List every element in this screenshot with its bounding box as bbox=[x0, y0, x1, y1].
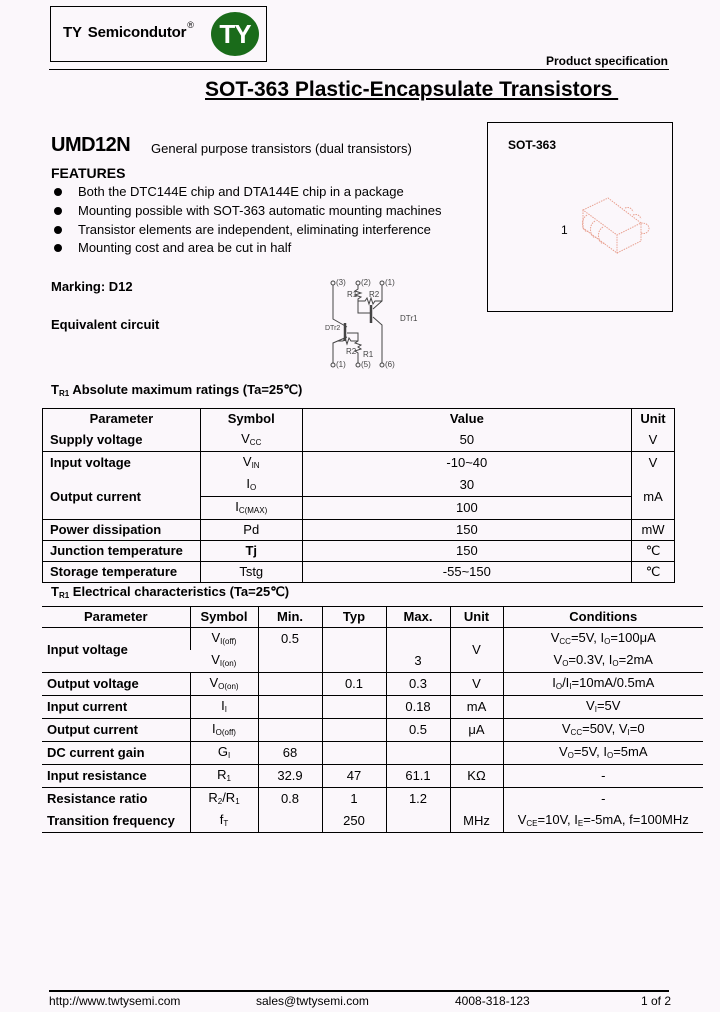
table-header-row: Parameter Symbol Value Unit bbox=[43, 409, 675, 430]
condition-cell: - bbox=[503, 788, 703, 811]
equivalent-circuit-diagram bbox=[325, 275, 435, 370]
package-title: SOT-363 bbox=[508, 138, 557, 152]
features-heading: FEATURES bbox=[51, 165, 126, 181]
condition-cell: $V_O=0.3V$, $I_O=2mA$ bbox=[503, 650, 703, 673]
package-figure bbox=[487, 122, 673, 312]
page-title: SOT-363 Plastic-Encapsulate Transistors bbox=[205, 78, 619, 101]
circuit-resistor-label: R1 bbox=[363, 350, 374, 359]
feature-item: Mounting cost and area be cut in half bbox=[51, 240, 291, 255]
table-row: DC current gain $G_I$ 68 $V_O=5V$, $I_O=5mA$ bbox=[42, 742, 703, 765]
condition-cell: $I_O/I_I=10mA/0.5mA$ bbox=[503, 673, 703, 696]
table-row: Junction temperature Tj 150 ℃ bbox=[43, 541, 675, 562]
feature-item: Both the DTC144E chip and DTA144E chip in a package bbox=[51, 184, 404, 199]
part-description: General purpose transistors (dual transistors) bbox=[151, 141, 412, 156]
table-row: $V_{I(on)}$ 3 $V_O=0.3V$, $I_O=2mA$ bbox=[42, 650, 703, 673]
logo-wordmark: TY Semicondutor® bbox=[63, 20, 194, 41]
part-number: UMD12N bbox=[51, 134, 131, 156]
condition-cell: $V_{CE}=10V$, $I_E=-5mA$, f=100MHz bbox=[503, 810, 703, 833]
table-row: Transition frequency $f_T$ 250 MHz $V_{CE}=10V$, $I_E=-5mA$, f=100MHz bbox=[42, 810, 703, 833]
condition-cell: $V_O=5V$, $I_O=5mA$ bbox=[503, 742, 703, 765]
bullet-icon bbox=[54, 188, 62, 196]
table-row: Storage temperature Tstg -55~150 ℃ bbox=[43, 562, 675, 583]
circuit-pin-label: (5) bbox=[361, 360, 371, 369]
footer-website-link[interactable]: http://www.twtysemi.com bbox=[49, 994, 181, 1008]
circuit-resistor-label: R1 bbox=[347, 290, 358, 299]
feature-item: Mounting possible with SOT-363 automatic mounting machines bbox=[51, 203, 441, 218]
spec-label: Product specification bbox=[545, 54, 668, 68]
table-row: Input voltage $V_{IN}$ -10~40 V bbox=[43, 452, 675, 475]
circuit-resistor-label: R2 bbox=[369, 290, 380, 299]
circuit-transistor-label: DTr1 bbox=[400, 314, 418, 323]
table-row: Input voltage $V_{I(off)}$ 0.5 V $V_{CC}=5V$, $I_O=100\mu A$ bbox=[42, 628, 703, 651]
abs-max-heading: $T_{R1}$ Absolute maximum ratings (Ta=25℃) bbox=[51, 382, 303, 398]
condition-cell: $V_I=5V$ bbox=[503, 696, 703, 719]
footer-phone: 4008-318-123 bbox=[455, 994, 530, 1008]
circuit-resistor-label: R2 bbox=[346, 347, 357, 356]
table-row: Supply voltage $V_{CC}$ 50 V bbox=[43, 429, 675, 452]
bullet-icon bbox=[54, 244, 62, 252]
table-row: Power dissipation Pd 150 mW bbox=[43, 520, 675, 541]
table-row: Output voltage $V_{O(on)}$ 0.1 0.3 V $I_O/I_I=10mA/0.5mA$ bbox=[42, 673, 703, 696]
circuit-pin-label: (2) bbox=[361, 278, 371, 287]
feature-item: Transistor elements are independent, eliminating interference bbox=[51, 222, 431, 237]
company-logo bbox=[50, 6, 267, 62]
header-divider bbox=[49, 69, 669, 70]
equivalent-circuit-label: Equivalent circuit bbox=[51, 317, 160, 332]
logo-badge-icon: TY bbox=[211, 12, 259, 56]
circuit-transistor-label: DTr2 bbox=[325, 325, 341, 332]
sot363-package-icon bbox=[573, 193, 653, 263]
table-row: Input current $I_I$ 0.18 mA $V_I=5V$ bbox=[42, 696, 703, 719]
footer-email-link[interactable]: sales@twtysemi.com bbox=[256, 994, 369, 1008]
registered-mark: ® bbox=[187, 20, 194, 30]
pin1-label: 1 bbox=[561, 223, 568, 237]
table-row: $I_{C(MAX)}$ 100 bbox=[43, 497, 675, 520]
table-header-row: Parameter Symbol Min. Typ Max. Unit Conditions bbox=[42, 607, 703, 628]
bullet-icon bbox=[54, 207, 62, 215]
footer-divider bbox=[49, 990, 669, 992]
circuit-pin-label: (1) bbox=[336, 360, 346, 369]
condition-cell: $V_{CC}=5V$, $I_O=100\mu A$ bbox=[503, 628, 703, 651]
condition-cell: - bbox=[503, 765, 703, 788]
bullet-icon bbox=[54, 226, 62, 234]
abs-max-table bbox=[42, 408, 675, 583]
table-row: Input resistance $R_1$ 32.9 47 61.1 KΩ - bbox=[42, 765, 703, 788]
condition-cell: $V_{CC}=50V$, $V_I=0$ bbox=[503, 719, 703, 742]
electrical-heading: $T_{R1}$ Electrical characteristics (Ta=25℃) bbox=[51, 584, 290, 600]
page-number: 1 of 2 bbox=[641, 994, 672, 1008]
circuit-pin-label: (3) bbox=[336, 278, 346, 287]
circuit-pin-label: (1) bbox=[385, 278, 395, 287]
marking-code: Marking: D12 bbox=[51, 279, 133, 294]
table-row: Output current $I_O$ 30 mA bbox=[43, 474, 675, 497]
circuit-pin-label: (6) bbox=[385, 360, 395, 369]
table-row: Output current $I_{O(off)}$ 0.5 μA $V_{CC}=50V$, $V_I=0$ bbox=[42, 719, 703, 742]
electrical-table bbox=[42, 606, 703, 833]
table-row: Resistance ratio $R_2/R_1$ 0.8 1 1.2 - bbox=[42, 788, 703, 811]
